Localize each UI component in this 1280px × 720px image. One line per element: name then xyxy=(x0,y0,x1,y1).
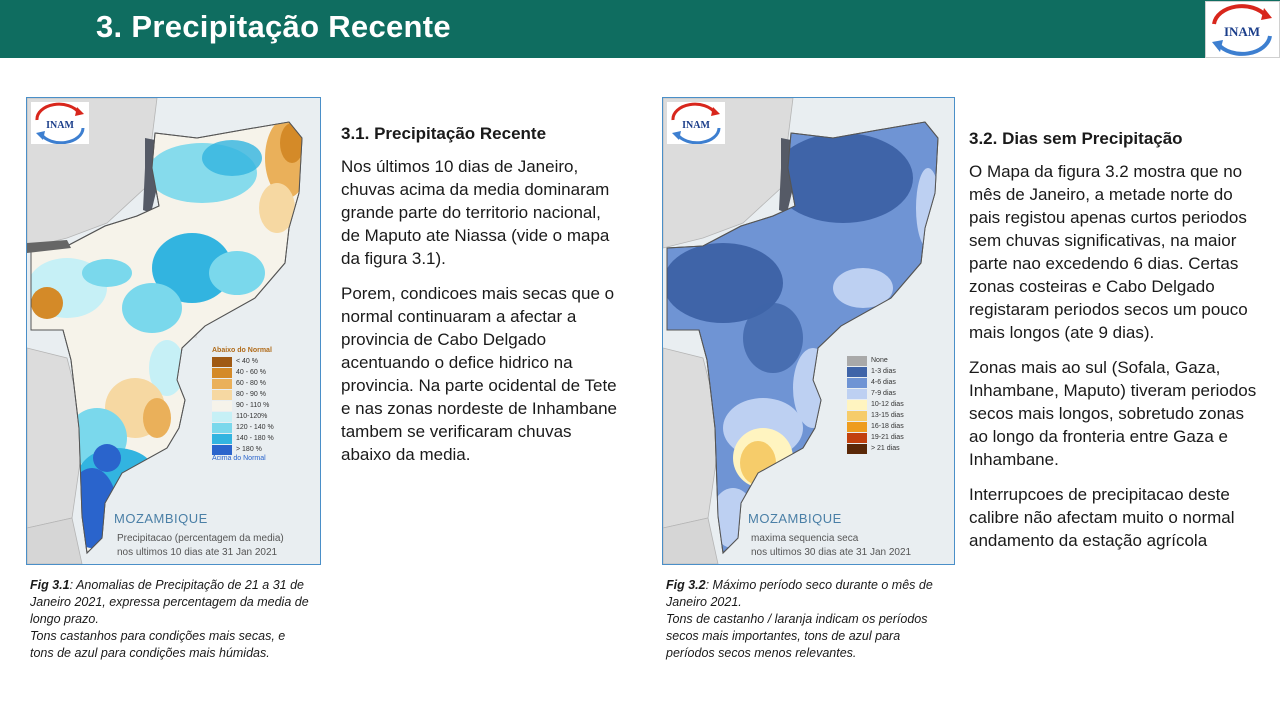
legend-item xyxy=(847,355,904,366)
legend-label: 10-12 dias xyxy=(871,401,904,408)
legend-footer: Acima do Normal xyxy=(212,455,266,462)
legend-label: < 40 % xyxy=(236,358,258,365)
map-subtitle-line2: nos ultimos 10 dias ate 31 Jan 2021 xyxy=(117,547,278,558)
legend-item xyxy=(212,378,274,389)
map-title: MOZAMBIQUE xyxy=(114,511,208,526)
legend-swatch xyxy=(212,390,232,400)
legend-label: > 180 % xyxy=(236,446,262,453)
map-subtitle xyxy=(117,532,284,560)
map-legend xyxy=(212,347,274,462)
legend-item xyxy=(212,400,274,411)
map-subtitle-line1: Precipitacao (percentagem da media) xyxy=(117,533,284,544)
figure-caption-1 xyxy=(30,577,310,662)
section-days-without-precipitation xyxy=(969,127,1259,564)
inam-logo-text: INAM xyxy=(46,120,74,131)
map-title: MOZAMBIQUE xyxy=(748,511,842,526)
legend-swatch xyxy=(847,356,867,366)
legend-label: 7-9 dias xyxy=(871,390,896,397)
legend-label: 60 - 80 % xyxy=(236,380,266,387)
legend-swatch xyxy=(212,357,232,367)
caption-label: Fig 3.2 xyxy=(666,578,706,592)
paragraph: O Mapa da figura 3.2 mostra que no mês de Janeiro, a metade norte do pais registou apenas curtos periodos sem chuvas significativas, na maior parte nao excedendo 6 dias. Certas zonas costeiras e Cabo Delgado registaram periodos secos um pouco mais longos (ate 9 dias). xyxy=(969,162,1248,342)
legend-swatch xyxy=(212,434,232,444)
section-recent-precipitation xyxy=(341,122,619,478)
inam-logo xyxy=(31,102,89,144)
dry-spell-map xyxy=(662,97,955,565)
paragraph: Nos últimos 10 dias de Janeiro, chuvas acima da media dominaram grande parte do territorio nacional, de Maputo ate Niassa (vide o mapa da figura 3.1). xyxy=(341,157,610,268)
legend-label: 13-15 dias xyxy=(871,412,904,419)
legend-item xyxy=(847,366,904,377)
legend-swatch xyxy=(847,422,867,432)
section-heading: 3.2. Dias sem Precipitação xyxy=(969,129,1183,148)
paragraph: Interrupcoes de precipitacao deste calibre não afectam muito o normal andamento da estação agrícola xyxy=(969,485,1235,550)
paragraph: Porem, condicoes mais secas que o normal continuaram a afectar a provincia de Cabo Delgado acentuando o defice hidrico na provincia. Na parte ocidental de Tete e nas zonas nordeste de Inhambane tambem se verificaram chuvas abaixo da media. xyxy=(341,284,617,464)
legend-item xyxy=(847,443,904,454)
legend-item xyxy=(847,377,904,388)
legend-item xyxy=(847,432,904,443)
legend-swatch xyxy=(847,433,867,443)
legend-swatch xyxy=(847,400,867,410)
legend-swatch xyxy=(847,378,867,388)
paragraph: Zonas mais ao sul (Sofala, Gaza, Inhambane, Maputo) tiveram periodos secos mais longos, sobretudo zonas ao longo da fronteria entre Gaza e Inhambane. xyxy=(969,358,1257,469)
legend-item xyxy=(212,422,274,433)
legend-item xyxy=(212,367,274,378)
legend-label: 120 - 140 % xyxy=(236,424,274,431)
caption-text-2: Tons castanhos para condições mais secas, e tons de azul para condições mais húmidas. xyxy=(30,629,286,660)
legend-heading: Abaixo do Normal xyxy=(212,347,272,354)
legend-item xyxy=(847,410,904,421)
header-bar xyxy=(0,0,1280,58)
map-subtitle xyxy=(751,532,911,560)
map-subtitle-line1: maxima sequencia seca xyxy=(751,533,859,544)
legend-label: 19-21 dias xyxy=(871,434,904,441)
legend-swatch xyxy=(212,412,232,422)
legend-label: 140 - 180 % xyxy=(236,435,274,442)
legend-label: 90 - 110 % xyxy=(236,402,270,409)
legend-label: > 21 dias xyxy=(871,445,900,452)
legend-swatch xyxy=(212,368,232,378)
legend-label: None xyxy=(871,357,888,364)
map-subtitle-line2: nos ultimos 30 dias ate 31 Jan 2021 xyxy=(751,547,912,558)
legend-swatch xyxy=(847,444,867,454)
legend-label: 40 - 60 % xyxy=(236,369,266,376)
caption-text-2: Tons de castanho / laranja indicam os períodos secos mais importantes, tons de azul para períodos secos menos relevantes. xyxy=(666,612,928,660)
legend-swatch xyxy=(847,367,867,377)
legend-swatch xyxy=(212,423,232,433)
page-title: 3. Precipitação Recente xyxy=(96,9,451,44)
legend-item xyxy=(212,356,274,367)
legend-item xyxy=(212,411,274,422)
legend-label: 4-6 dias xyxy=(871,379,896,386)
section-heading: 3.1. Precipitação Recente xyxy=(341,124,547,143)
legend-item xyxy=(212,389,274,400)
legend-label: 1-3 dias xyxy=(871,368,896,375)
inam-logo xyxy=(667,102,725,144)
legend-swatch xyxy=(212,379,232,389)
legend-swatch xyxy=(847,411,867,421)
figure-caption-2 xyxy=(666,577,951,662)
legend-swatch xyxy=(847,389,867,399)
legend-item xyxy=(847,399,904,410)
precipitation-anomaly-map xyxy=(26,97,321,565)
caption-text: : Anomalias de Precipitação de 21 a 31 de Janeiro 2021, expressa percentagem da media de longo prazo. xyxy=(30,578,309,626)
inam-logo-text: INAM xyxy=(1223,24,1261,39)
inam-logo-text: INAM xyxy=(682,120,710,131)
legend-item xyxy=(212,444,274,455)
caption-label: Fig 3.1 xyxy=(30,578,70,592)
legend-swatch xyxy=(212,445,232,455)
legend-label: 110-120% xyxy=(236,413,268,420)
legend-label: 16-18 dias xyxy=(871,423,904,430)
legend-item xyxy=(212,433,274,444)
caption-text: : Máximo período seco durante o mês de Janeiro 2021. xyxy=(666,578,933,609)
legend-item xyxy=(847,421,904,432)
legend-swatch xyxy=(212,401,232,411)
legend-item xyxy=(847,388,904,399)
legend-label: 80 - 90 % xyxy=(236,391,266,398)
inam-logo xyxy=(1205,1,1280,58)
map-legend xyxy=(847,355,904,454)
